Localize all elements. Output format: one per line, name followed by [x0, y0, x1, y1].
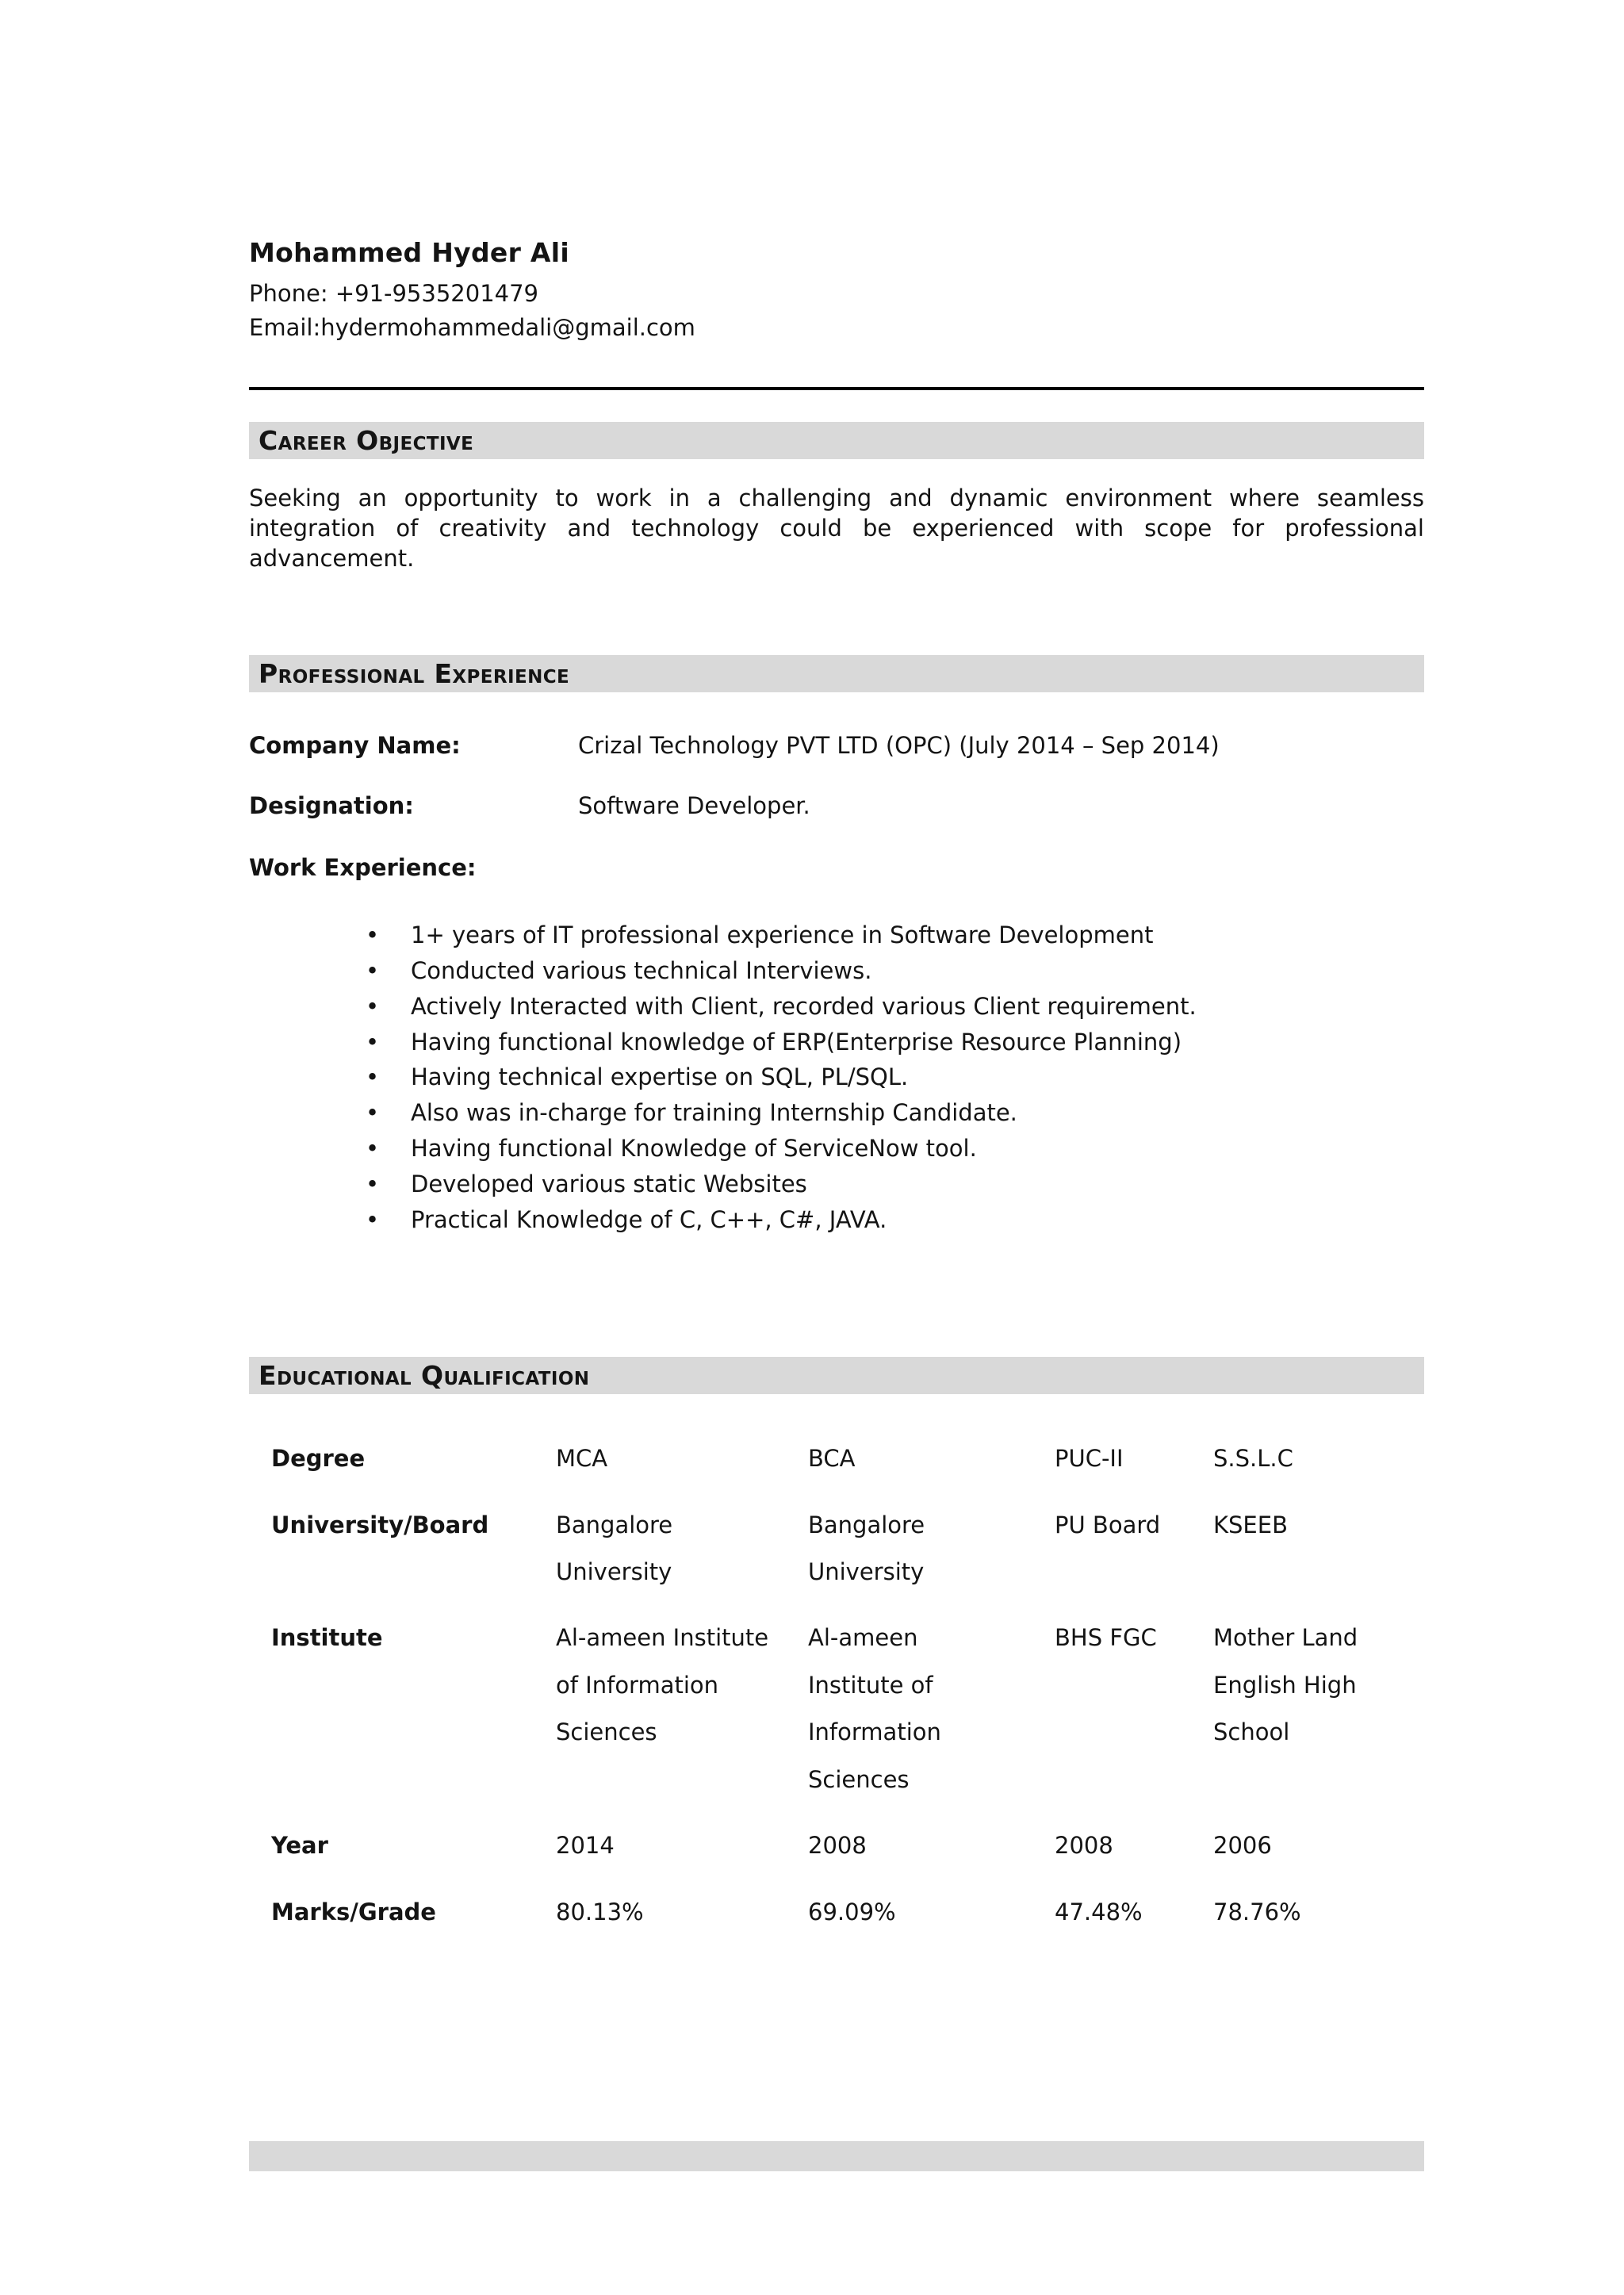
education-row-label: University/Board — [271, 1511, 489, 1538]
company-name-value: Crizal Technology PVT LTD (OPC) (July 2014 – Sep 2014) — [578, 731, 1220, 759]
education-cell: 69.09% — [808, 1898, 896, 1925]
experience-bullets — [249, 918, 1424, 1238]
work-experience-label: Work Experience: — [249, 853, 477, 881]
education-row — [249, 1889, 1424, 1936]
career-objective-heading: Career Objective — [249, 422, 1424, 459]
education-cell: PU Board — [1055, 1511, 1161, 1538]
education-cell: 2006 — [1213, 1832, 1272, 1860]
company-row — [249, 732, 1424, 759]
education-row-label: Institute — [271, 1624, 383, 1652]
education-cell: KSEEB — [1213, 1511, 1288, 1538]
footer-bar — [249, 2141, 1424, 2171]
education-row — [249, 1822, 1424, 1869]
educational-qualification-heading: Educational Qualification — [249, 1357, 1424, 1394]
experience-bullet: • Actively Interacted with Client, recorded various Client requirement. — [411, 989, 1424, 1025]
experience-bullet: • Also was in-charge for training Internship Candidate. — [411, 1095, 1424, 1131]
education-cell: S.S.L.C — [1213, 1445, 1293, 1473]
education-row-label: Degree — [271, 1445, 366, 1473]
experience-bullet: • Having functional knowledge of ERP(Enterprise Resource Planning) — [411, 1025, 1424, 1060]
career-objective-text: Seeking an opportunity to work in a challenging and dynamic environment where seamless integration of creativity and technology could be experienced with scope for professional advancement. — [249, 484, 1424, 573]
experience-bullet: • Practical Knowledge of C, C++, C#, JAVA. — [411, 1202, 1424, 1238]
education-row-label: Marks/Grade — [271, 1898, 436, 1925]
header-divider — [249, 387, 1424, 390]
education-cell: MCA — [556, 1445, 608, 1473]
education-row — [249, 1502, 1424, 1596]
designation-row — [249, 792, 1424, 819]
email-line: Email:hydermohammedali@gmail.com — [249, 313, 695, 341]
education-cell: 2014 — [556, 1832, 615, 1860]
education-cell: 78.76% — [1213, 1898, 1301, 1925]
education-cell: Al-ameen Institute of Information Sciences — [808, 1624, 941, 1793]
education-cell: 2008 — [1055, 1832, 1113, 1860]
education-cell: BCA — [808, 1445, 856, 1473]
designation-value: Software Developer. — [578, 791, 810, 819]
experience-bullet: • Conducted various technical Interviews. — [411, 953, 1424, 989]
education-cell: Al-ameen Institute of Information Sciences — [556, 1624, 769, 1746]
education-cell: 47.48% — [1055, 1898, 1143, 1925]
phone-line: Phone: +91-9535201479 — [249, 280, 538, 308]
education-cell: PUC-II — [1055, 1445, 1124, 1473]
education-cell: 80.13% — [556, 1898, 644, 1925]
education-row — [249, 1435, 1424, 1482]
education-cell: Bangalore University — [808, 1511, 925, 1586]
career-objective-section — [249, 422, 1424, 574]
professional-experience-section — [249, 655, 1424, 1238]
experience-bullet: • Having technical expertise on SQL, PL/SQL. — [411, 1059, 1424, 1095]
experience-bullet: • Having functional Knowledge of ServiceNow tool. — [411, 1131, 1424, 1167]
education-section — [249, 1357, 1424, 1936]
company-name-label: Company Name: — [249, 731, 461, 759]
education-row — [249, 1615, 1424, 1803]
education-row-label: Year — [271, 1832, 328, 1860]
education-cell: 2008 — [808, 1832, 867, 1860]
professional-experience-heading: Professional Experience — [249, 655, 1424, 692]
candidate-name: Mohammed Hyder Ali — [249, 237, 569, 268]
designation-label: Designation: — [249, 791, 414, 819]
experience-bullet: • 1+ years of IT professional experience in Software Development — [411, 918, 1424, 953]
education-cell: BHS FGC — [1055, 1624, 1157, 1652]
education-table — [249, 1435, 1424, 1936]
education-cell: Mother Land English High School — [1213, 1624, 1358, 1746]
contact-header — [249, 236, 1424, 344]
experience-bullet: • Developed various static Websites — [411, 1167, 1424, 1202]
education-cell: Bangalore University — [556, 1511, 673, 1586]
